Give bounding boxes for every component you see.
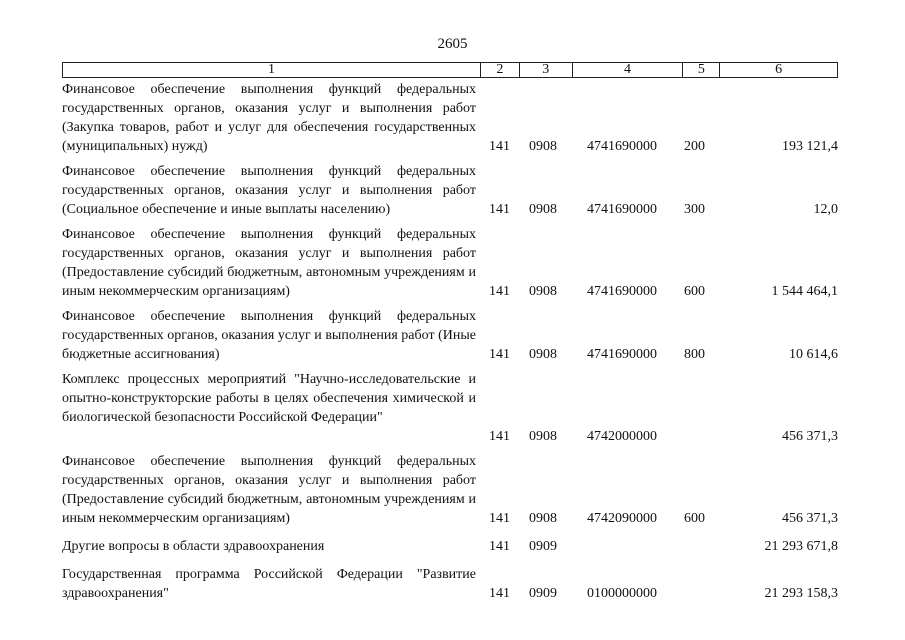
target-code: 0100000000 xyxy=(587,586,657,601)
section-code: 0909 xyxy=(529,586,557,601)
table-row xyxy=(62,80,838,156)
header-col-2: 2 xyxy=(481,63,520,77)
ministry-code: 141 xyxy=(489,284,510,299)
row-description: Финансовое обеспечение выполнения функций федеральных государственных органов, оказания услуг и выполнения работ (Закупка товаров, работ и услуг для обеспечения государственных (муниципальных) нужд) xyxy=(62,82,476,154)
row-description: Финансовое обеспечение выполнения функций федеральных государственных органов, оказания услуг и выполнения работ (Иные бюджетные ассигнования) xyxy=(62,309,476,362)
row-description: Финансовое обеспечение выполнения функций федеральных государственных органов, оказания услуг и выполнения работ (Предоставление субсидий бюджетным, автономным учреждениям и иным некоммерческим организациям) xyxy=(62,454,476,526)
row-description: Другие вопросы в области здравоохранения xyxy=(62,539,325,554)
ministry-code: 141 xyxy=(489,139,510,154)
ministry-code: 141 xyxy=(489,429,510,444)
section-code: 0908 xyxy=(529,429,557,444)
amount: 10 614,6 xyxy=(789,347,838,362)
header-col-1: 1 xyxy=(63,63,481,77)
table-row xyxy=(62,537,838,556)
row-description: Финансовое обеспечение выполнения функций федеральных государственных органов, оказания услуг и выполнения работ (Социальное обеспечение и иные выплаты населению) xyxy=(62,164,476,217)
header-col-6: 6 xyxy=(775,62,783,77)
amount: 12,0 xyxy=(813,202,838,217)
section-code: 0909 xyxy=(529,539,557,554)
target-code: 4742000000 xyxy=(587,429,657,444)
page-number: 2605 xyxy=(437,36,468,52)
row-description: Финансовое обеспечение выполнения функций федеральных государственных органов, оказания услуг и выполнения работ (Предоставление субсидий бюджетным, автономным учреждениям и иным некоммерческим организациям) xyxy=(62,227,476,299)
expense-type: 600 xyxy=(684,284,705,299)
amount: 456 371,3 xyxy=(782,429,838,444)
table-header xyxy=(62,62,838,78)
expense-type: 200 xyxy=(684,139,705,154)
ministry-code: 141 xyxy=(489,586,510,601)
amount: 21 293 158,3 xyxy=(764,586,838,601)
amount: 456 371,3 xyxy=(782,511,838,526)
expense-type: 800 xyxy=(684,347,705,362)
header-col-4: 4 xyxy=(573,63,684,77)
section-code: 0908 xyxy=(529,202,557,217)
table-row xyxy=(62,307,838,364)
table-row xyxy=(62,452,838,528)
amount: 1 544 464,1 xyxy=(771,284,838,299)
expense-type: 300 xyxy=(684,202,705,217)
header-col-3: 3 xyxy=(520,63,573,77)
budget-table xyxy=(62,80,838,603)
section-code: 0908 xyxy=(529,284,557,299)
target-code: 4742090000 xyxy=(587,511,657,526)
expense-type: 600 xyxy=(684,511,705,526)
ministry-code: 141 xyxy=(489,511,510,526)
target-code: 4741690000 xyxy=(587,347,657,362)
ministry-code: 141 xyxy=(489,347,510,362)
target-code: 4741690000 xyxy=(587,202,657,217)
row-description: Комплекс процессных мероприятий "Научно-исследовательские и опытно-конструкторские работы в целях обеспечения химической и биологической безопасности Российской Федерации" xyxy=(62,372,476,425)
amount: 193 121,4 xyxy=(782,139,838,154)
section-code: 0908 xyxy=(529,511,557,526)
target-code: 4741690000 xyxy=(587,284,657,299)
ministry-code: 141 xyxy=(489,202,510,217)
table-row xyxy=(62,162,838,219)
section-code: 0908 xyxy=(529,347,557,362)
section-code: 0908 xyxy=(529,139,557,154)
amount: 21 293 671,8 xyxy=(764,539,838,554)
target-code: 4741690000 xyxy=(587,139,657,154)
header-col-5: 5 xyxy=(683,63,720,77)
table-row xyxy=(62,225,838,301)
row-description: Государственная программа Российской Федерации "Развитие здравоохранения" xyxy=(62,567,476,601)
table-row xyxy=(62,565,838,603)
ministry-code: 141 xyxy=(489,539,510,554)
table-row xyxy=(62,370,838,446)
